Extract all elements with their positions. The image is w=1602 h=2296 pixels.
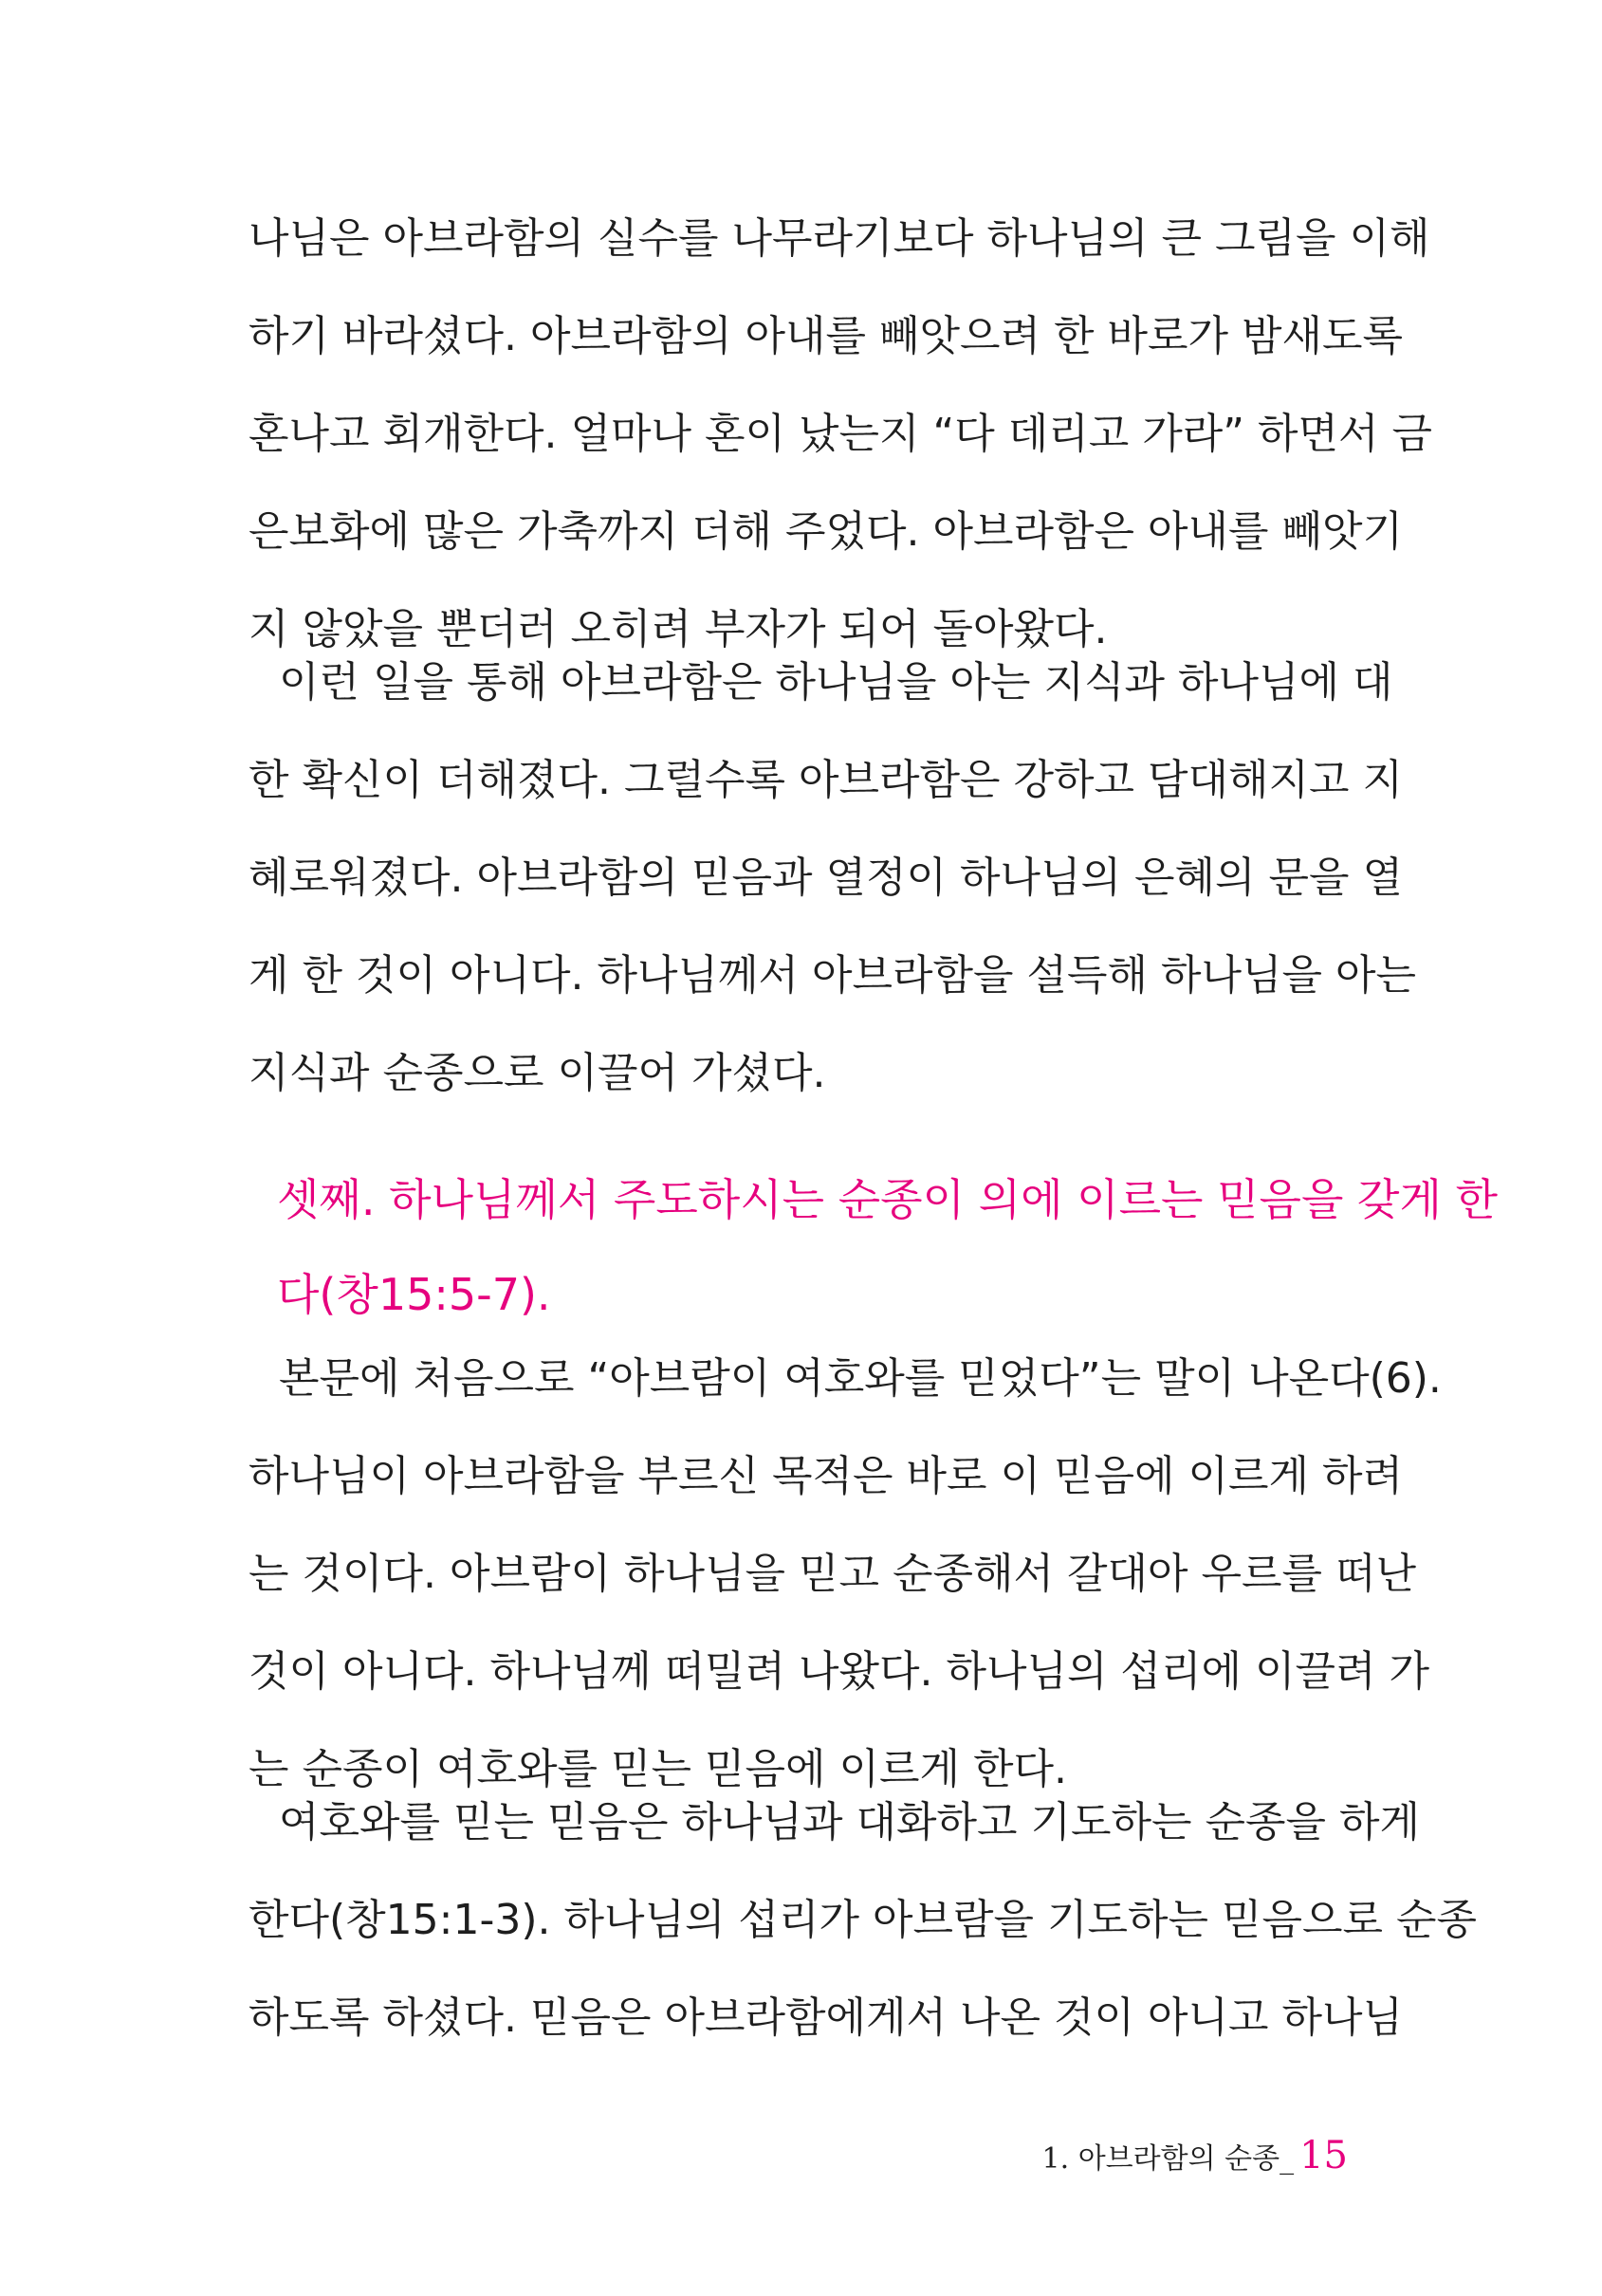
paragraph-line: 지 않았을 뿐더러 오히려 부자가 되어 돌아왔다. <box>249 605 1108 653</box>
paragraph-line: 본문에 처음으로 “아브람이 여호와를 믿었다”는 말이 나온다(6). <box>279 1354 1442 1403</box>
paragraph-line: 하나님이 아브라함을 부르신 목적은 바로 이 믿음에 이르게 하려 <box>249 1452 1403 1500</box>
paragraph-line: 는 것이다. 아브람이 하나님을 믿고 순종해서 갈대아 우르를 떠난 <box>249 1550 1416 1598</box>
section-heading-line: 셋째. 하나님께서 주도하시는 순종이 의에 이르는 믿음을 갖게 한 <box>277 1174 1498 1225</box>
paragraph-line: 한 확신이 더해졌다. 그럴수록 아브라함은 강하고 담대해지고 지 <box>249 756 1403 804</box>
paragraph-line: 지식과 순종으로 이끌어 가셨다. <box>249 1049 826 1097</box>
section-heading-line: 다(창15:5-7). <box>277 1269 551 1320</box>
paragraph-line: 혜로워졌다. 아브라함의 믿음과 열정이 하나님의 은혜의 문을 열 <box>249 854 1403 902</box>
paragraph-line: 것이 아니다. 하나님께 떠밀려 나왔다. 하나님의 섭리에 이끌려 가 <box>249 1647 1429 1696</box>
page-number: 15 <box>1299 2134 1348 2177</box>
page-footer <box>1042 2134 1348 2177</box>
paragraph-line: 혼나고 회개한다. 얼마나 혼이 났는지 “다 데리고 가라” 하면서 금 <box>249 410 1433 458</box>
paragraph-line: 나님은 아브라함의 실수를 나무라기보다 하나님의 큰 그림을 이해 <box>249 214 1430 263</box>
paragraph-line: 은보화에 많은 가축까지 더해 주었다. 아브라함은 아내를 빼앗기 <box>249 507 1403 556</box>
chapter-title: 1. 아브라함의 순종_ <box>1041 2142 1295 2176</box>
paragraph-line: 하기 바라셨다. 아브라함의 아내를 빼앗으려 한 바로가 밤새도록 <box>249 312 1403 360</box>
paragraph-line: 이런 일을 통해 아브라함은 하나님을 아는 지식과 하나님에 대 <box>279 658 1393 707</box>
paragraph-line: 하도록 하셨다. 믿음은 아브라함에게서 나온 것이 아니고 하나님 <box>249 1993 1403 2042</box>
paragraph-line: 는 순종이 여호와를 믿는 믿음에 이르게 한다. <box>249 1745 1067 1793</box>
paragraph-line: 한다(창15:1-3). 하나님의 섭리가 아브람을 기도하는 믿음으로 순종 <box>249 1896 1478 1944</box>
paragraph-line: 게 한 것이 아니다. 하나님께서 아브라함을 설득해 하나님을 아는 <box>249 951 1416 1000</box>
paragraph-line: 여호와를 믿는 믿음은 하나님과 대화하고 기도하는 순종을 하게 <box>279 1798 1421 1846</box>
